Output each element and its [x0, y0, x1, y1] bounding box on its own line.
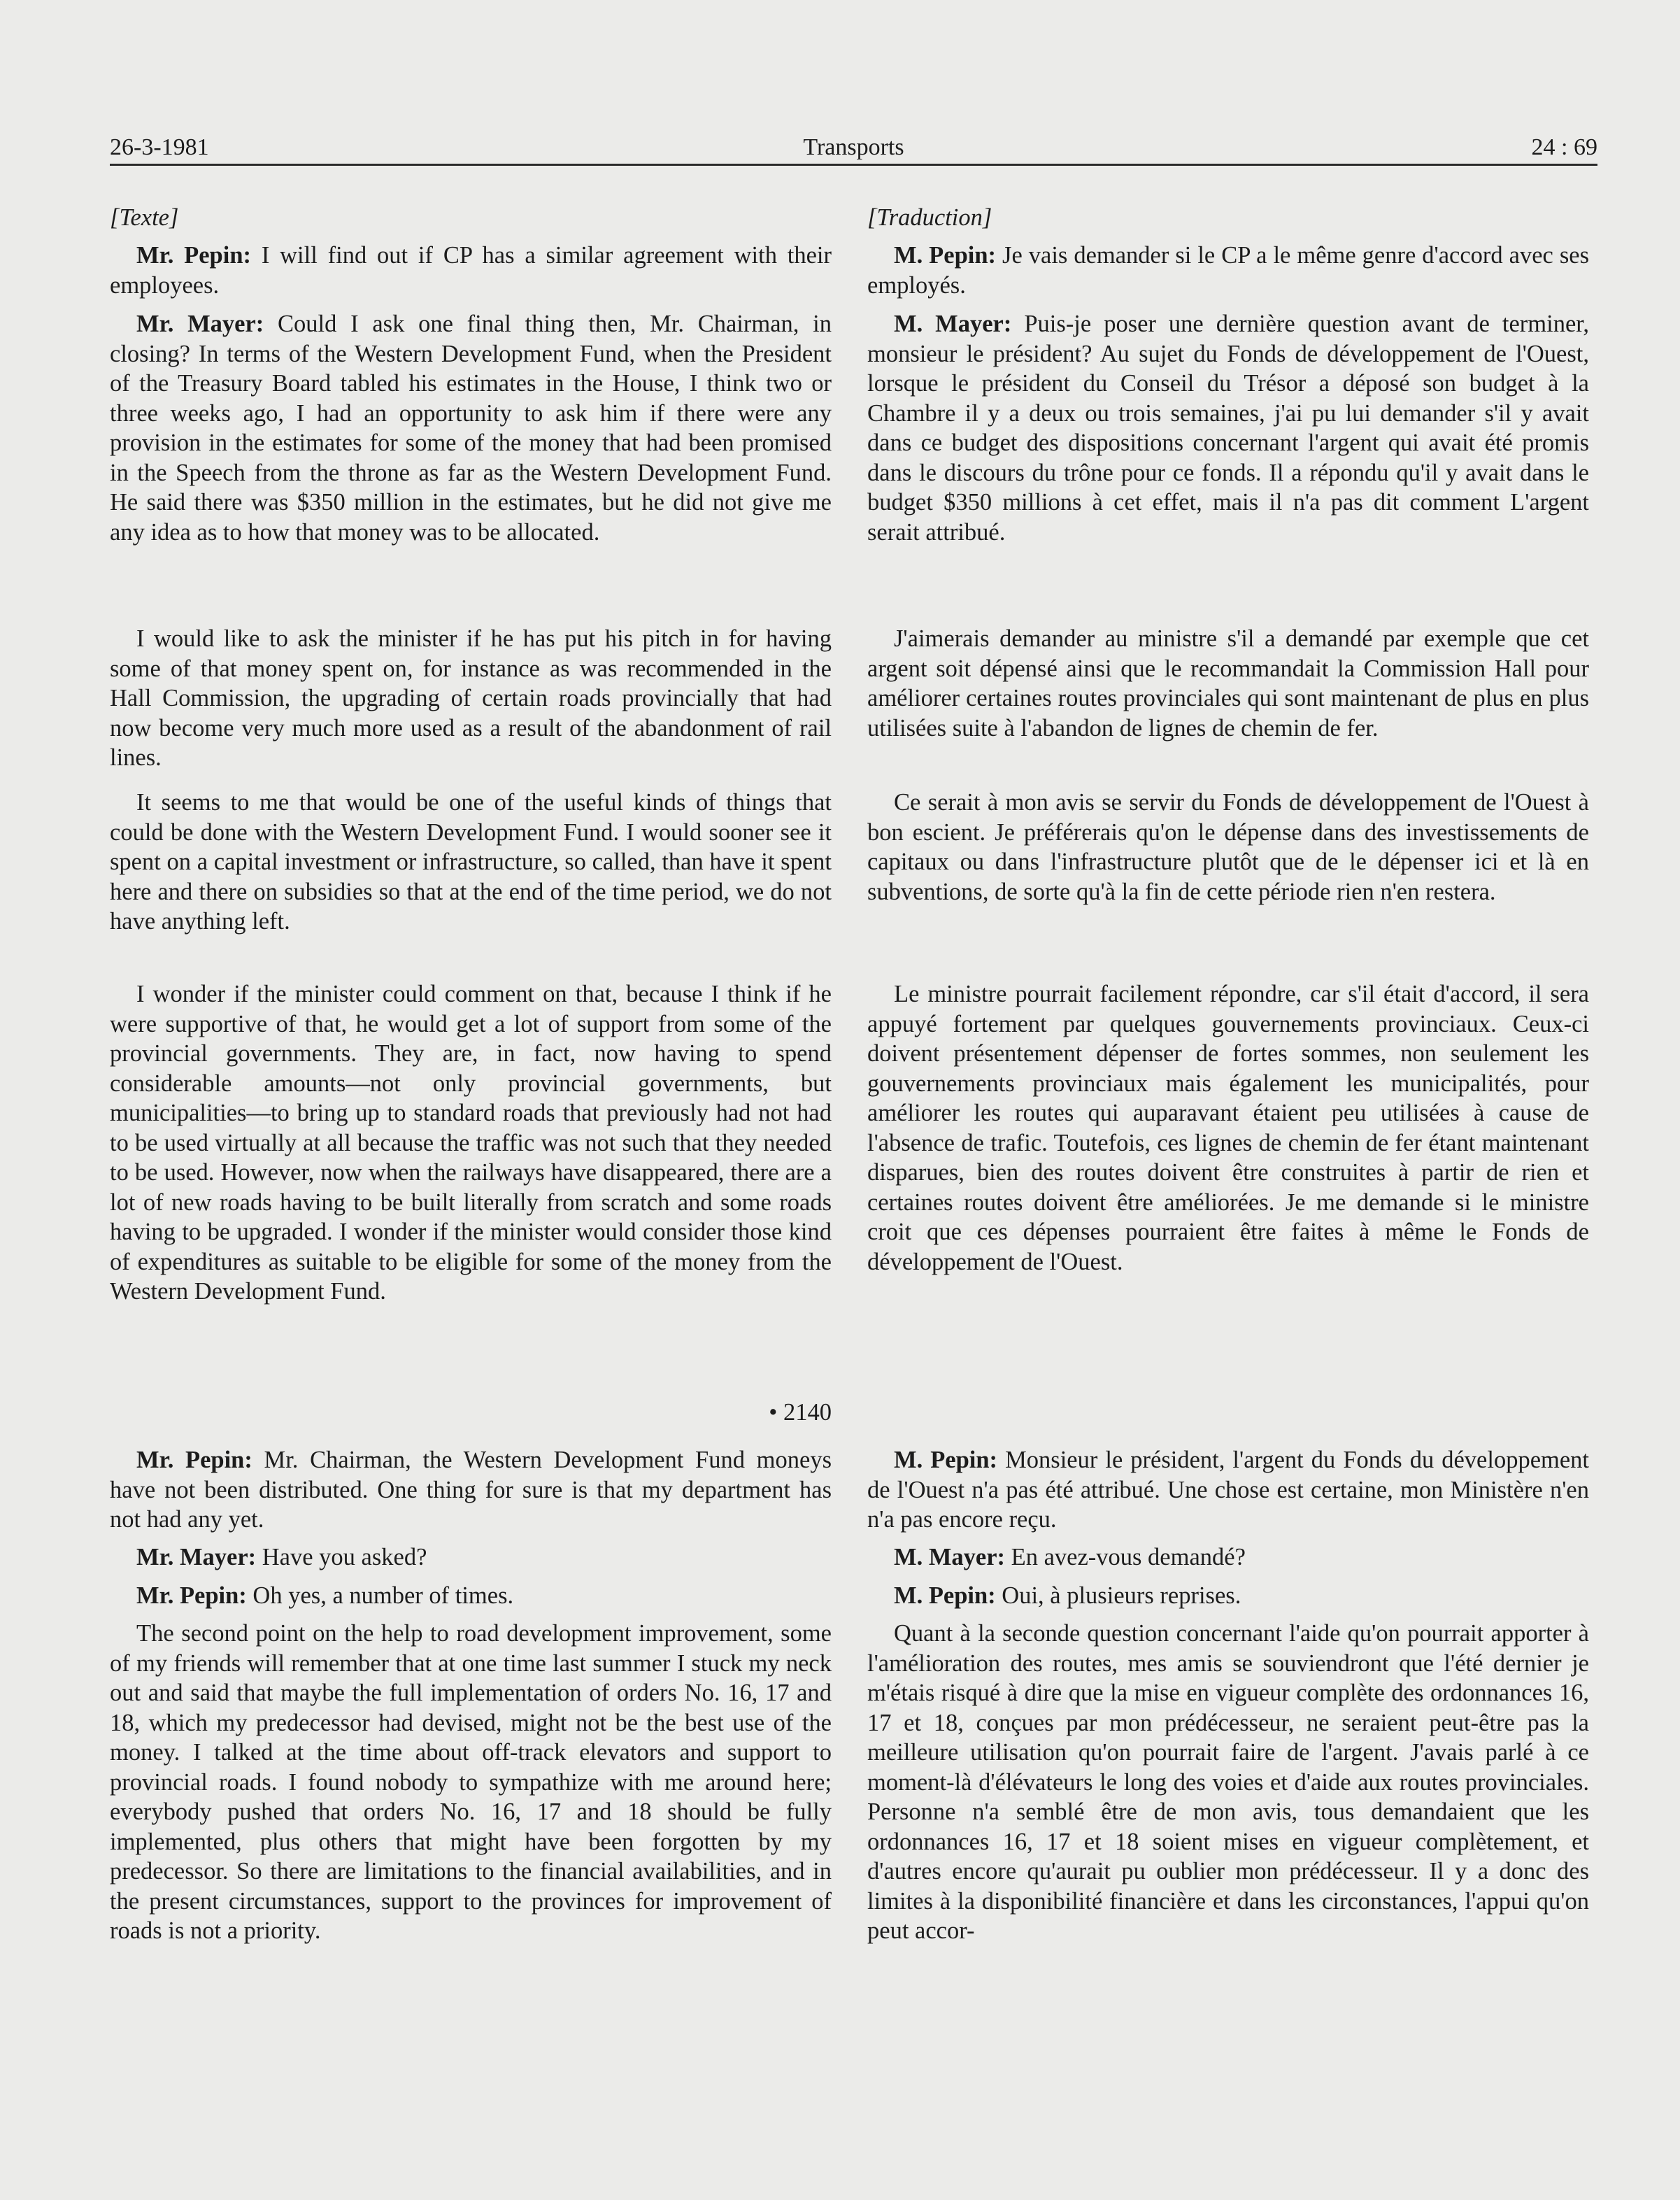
speaker-name: Mr. Mayer:: [136, 311, 264, 337]
speech-text: I will find out if CP has a similar agreement with their employees.: [110, 242, 832, 299]
paragraph: [867, 1542, 1589, 1573]
page-header: [110, 132, 1597, 164]
speaker-name: M. Pepin:: [894, 1447, 998, 1473]
speech-text: Monsieur le président, l'argent du Fonds du développement de l'Ouest n'a pas été attribué. Une chose est certaine, mon Ministère n'en n'a pas encore reçu.: [867, 1447, 1589, 1533]
speaker-name: M. Pepin:: [894, 1582, 996, 1609]
paragraph: I would like to ask the minister if he has put his pitch in for having some of that money spent on, for instance as was recommended in the Hall Commission, the upgrading of certain roads provincially that had now become very much more used as a result of the abandonment of rail lines.: [110, 625, 832, 771]
paragraph: [110, 241, 832, 300]
header-page-number: 24 : 69: [1531, 134, 1597, 160]
speaker-name: M. Pepin:: [894, 242, 997, 269]
header-title: Transports: [803, 134, 904, 160]
paragraph: [110, 309, 832, 547]
paragraph: The second point on the help to road development improvement, some of my friends will remember that at one time last summer I stuck my neck out and said that maybe the full implementation of orders No. 16, 17 and 18, which my predecessor had devised, might not be the best use of the money. I talked at the time about off-track elevators and support to provincial roads. I found nobody to sympathize with me around here; everybody pushed that orders No. 16, 17 and 18 should be fully implemented, plus others that might have been forgotten by my predecessor. So there are limitations to the financial availabilities, and in the present circumstances, support to the provinces for improvement of roads is not a priority.: [110, 1620, 832, 1944]
paragraph: It seems to me that would be one of the useful kinds of things that could be done with the Western Development Fund. I would sooner see it spent on a capital investment or infrastructure, so called, than have it spent here and there on subsidies so that at the end of the time period, we do not have anything left.: [110, 789, 832, 935]
speaker-name: Mr. Pepin:: [136, 242, 251, 269]
paragraph: [867, 1581, 1589, 1611]
speaker-name: Mr. Mayer:: [136, 1544, 257, 1570]
paragraph: J'aimerais demander au ministre s'il a demandé par exemple que cet argent soit dépensé ainsi que le recommandait la Commission Hall pour améliorer certaines routes provinciales qui sont maintenant de plus en plus utilisées suite à l'abandon de lignes de chemin de fer.: [867, 625, 1589, 741]
heading-text: Texte: [119, 204, 169, 231]
speech-text: Mr. Chairman, the Western Development Fund moneys have not been distributed. One thing for sure is that my department has not had any yet.: [110, 1447, 832, 1533]
speech-text: Could I ask one final thing then, Mr. Chairman, in closing? In terms of the Western Development Fund, when the President of the Treasury Board tabled his estimates in the House, I think two or three weeks ago, I had an opportunity to ask him if there were any provision in the estimates for some of the money that had been promised in the Speech from the throne as far as the Western Development Fund. He said there was $350 million in the estimates, but he did not give me any idea as to how that money was to be allocated.: [110, 311, 832, 546]
speaker-name: M. Mayer:: [894, 311, 1012, 337]
speaker-name: Mr. Pepin:: [136, 1447, 252, 1473]
section-heading: [Texte]: [110, 204, 179, 231]
paragraph: [110, 1581, 832, 1611]
header-date: 26-3-1981: [110, 134, 209, 160]
speech-text: Oh yes, a number of times.: [246, 1582, 514, 1609]
speech-text: Oui, à plusieurs reprises.: [995, 1582, 1241, 1609]
paragraph: [867, 1445, 1589, 1535]
english-column: [110, 203, 832, 2022]
speech-text: Puis-je poser une dernière question avant de terminer, monsieur le président? Au sujet du Fonds de développement de l'Ouest, lorsque le président du Conseil du Trésor a déposé son budget à la Chambre il y a deux ou trois semaines, j'ai pu lui demander s'il y avait dans ce budget des dispositions concernant l'argent qui avait été promis dans le discours du trône pour ce fonds. Il a répondu qu'il y avait dans le budget $350 millions à cet effet, mais il n'a pas dit comment L'argent serait attribué.: [867, 311, 1589, 546]
time-marker: • 2140: [769, 1399, 832, 1426]
french-column: [867, 203, 1589, 2022]
paragraph: [110, 1542, 832, 1573]
speech-text: Je vais demander si le CP a le même genre d'accord avec ses employés.: [867, 242, 1589, 299]
paragraph: [110, 1445, 832, 1535]
paragraph: Ce serait à mon avis se servir du Fonds de développement de l'Ouest à bon escient. Je préférerais qu'on le dépense dans des investissements de capitaux ou dans l'infrastructure plutôt que de le dépenser ici et là en subventions, de sorte qu'à la fin de cette période rien n'en restera.: [867, 789, 1589, 905]
speech-text: Have you asked?: [256, 1544, 427, 1570]
section-heading: [Traduction]: [867, 204, 992, 231]
header-rule: [110, 164, 1597, 166]
paragraph: Le ministre pourrait facilement répondre, car s'il était d'accord, il sera appuyé fortement par quelques gouvernements provinciaux. Ceux-ci doivent présentement dépenser de fortes sommes, non seulement les gouvernements provinciaux mais également les municipalités, pour améliorer les routes qui auparavant étaient peu utilisées à cause de l'absence de trafic. Toutefois, ces lignes de chemin de fer étant maintenant disparues, bien des routes doivent être construites à partir de rien et certaines routes doivent être améliorées. Je me demande si le ministre croit que ces dépenses pourraient être faites à même le Fonds de développement de l'Ouest.: [867, 981, 1589, 1275]
speech-text: En avez-vous demandé?: [1005, 1544, 1246, 1570]
heading-text: Traduction: [876, 204, 983, 231]
paragraph: Quant à la seconde question concernant l'aide qu'on pourrait apporter à l'amélioration des routes, mes amis se souviendront que l'été dernier je m'étais risqué à dire que la mise en vigueur complète des ordonnances 16, 17 et 18, conçues par mon prédécesseur, ne seraient peut-être pas la meilleure utilisation qu'on pourrait faire de l'argent. J'avais parlé à ce moment-là d'élévateurs le long des voies et d'aide aux routes provinciales. Personne n'a semblé être de mon avis, tous demandaient que les ordonnances 16, 17 et 18 soient mises en vigueur complètement, et d'autres encore qu'aurait pu oublier mon prédécesseur. Il y a donc des limites à la disponibilité financière et dans les circonstances, l'appui qu'on peut accor-: [867, 1620, 1589, 1944]
speaker-name: Mr. Pepin:: [136, 1582, 247, 1609]
paragraph: [867, 309, 1589, 547]
paragraph: I wonder if the minister could comment on that, because I think if he were supportive of that, he would get a lot of support from some of the provincial governments. They are, in fact, now having to spend considerable amounts—not only provincial governments, but municipalities—to bring up to standard roads that previously had not had to be used virtually at all because the traffic was not such that they needed to be used. However, now when the railways have disappeared, there are a lot of new roads having to be built literally from scratch and some roads having to be upgraded. I wonder if the minister would consider those kind of expenditures as suitable to be eligible for some of the money from the Western Development Fund.: [110, 981, 832, 1305]
paragraph: [867, 241, 1589, 300]
speaker-name: M. Mayer:: [894, 1544, 1005, 1570]
